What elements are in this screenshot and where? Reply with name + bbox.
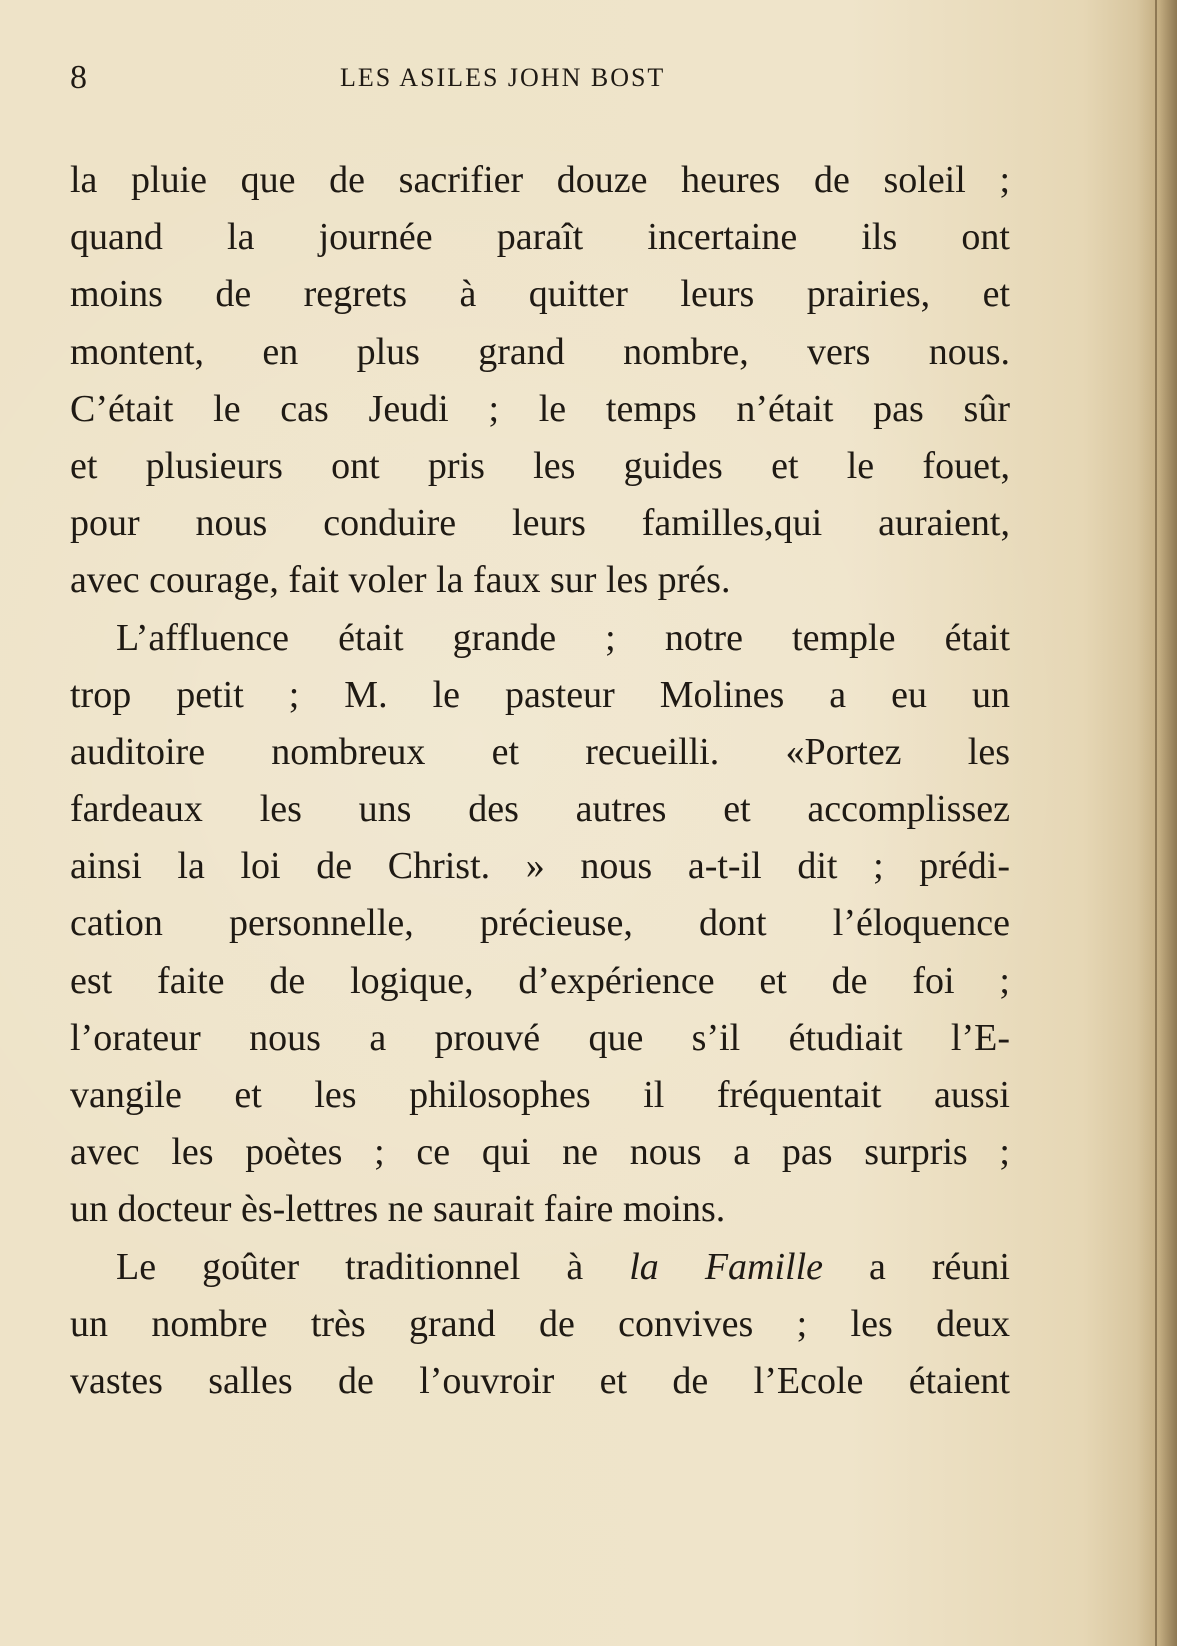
page-edge-line <box>1155 0 1157 1646</box>
italic-name: la Famille <box>629 1245 824 1288</box>
text-line: cation personnelle, précieuse, dont l’éloquence <box>70 902 1010 945</box>
text-line: fardeaux les uns des autres et accomplissez <box>70 788 1010 831</box>
text-line: L’affluence était grande ; notre temple était <box>116 616 1010 659</box>
text-line: vastes salles de l’ouvroir et de l’Ecole étaient <box>70 1359 1010 1402</box>
text-line: avec courage, fait voler la faux sur les prés. <box>70 559 731 602</box>
text-line: trop petit ; M. le pasteur Molines a eu un <box>70 673 1010 716</box>
text-line: pour nous conduire leurs familles,qui auraient, <box>70 502 1010 545</box>
page-body-text <box>70 152 1010 1410</box>
text-line: avec les poètes ; ce qui ne nous a pas surpris ; <box>70 1131 1010 1174</box>
text-segment: Le goûter traditionnel à <box>116 1245 630 1288</box>
page-gutter-shadow <box>1137 0 1177 1646</box>
text-line: quand la journée paraît incertaine ils ont <box>70 216 1010 259</box>
text-line: est faite de logique, d’expérience et de foi ; <box>70 959 1010 1002</box>
text-line: moins de regrets à quitter leurs prairies, et <box>70 273 1010 316</box>
running-title: LES ASILES JOHN BOST <box>340 63 666 92</box>
text-line: l’orateur nous a prouvé que s’il étudiait l’E- <box>70 1016 1010 1059</box>
text-line: vangile et les philosophes il fréquentait aussi <box>70 1074 1010 1116</box>
text-line: et plusieurs ont pris les guides et le fouet, <box>70 444 1010 487</box>
text-line: auditoire nombreux et recueilli. «Portez les <box>70 730 1010 773</box>
page-number: 8 <box>70 59 87 96</box>
text-line: montent, en plus grand nombre, vers nous. <box>70 330 1010 373</box>
text-line: C’était le cas Jeudi ; le temps n’était pas sûr <box>70 387 1010 430</box>
page-header <box>70 58 980 98</box>
text-segment: a réuni <box>823 1245 1010 1288</box>
text-line: ainsi la loi de Christ. » nous a-t-il dit ; prédi- <box>70 845 1010 888</box>
text-line: un nombre très grand de convives ; les deux <box>70 1302 1010 1345</box>
text-line: un docteur ès-lettres ne saurait faire moins. <box>70 1188 726 1231</box>
text-line: la pluie que de sacrifier douze heures de soleil ; <box>70 159 1010 201</box>
text-line-with-italic <box>70 1239 1010 1296</box>
